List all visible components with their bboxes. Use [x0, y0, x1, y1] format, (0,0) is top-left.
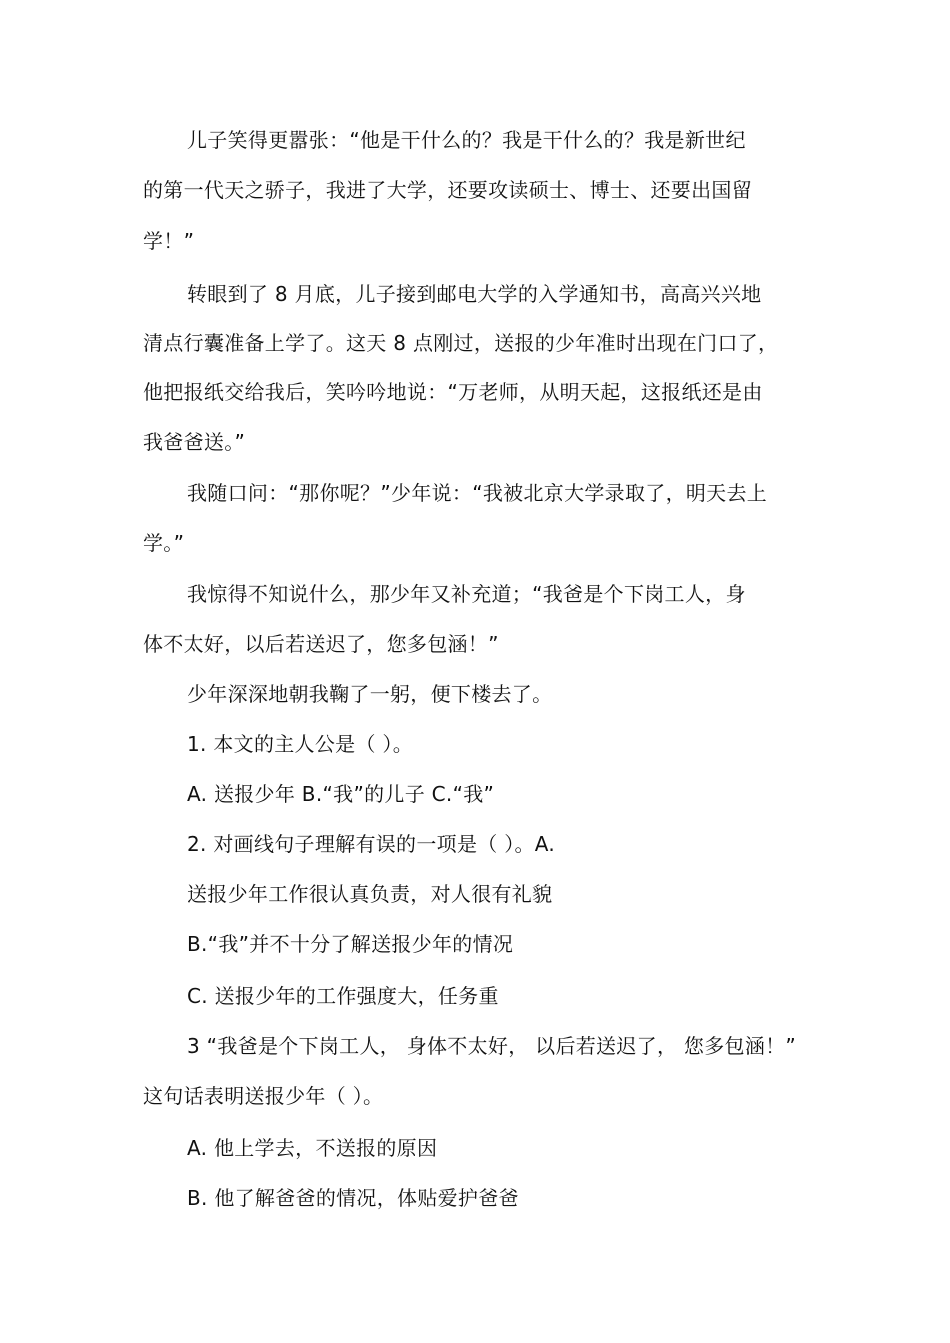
question-2-option-a: 送报少年工作很认真负责，对人很有礼貌 [187, 882, 553, 906]
question-3-stem-line-2: 这句话表明送报少年（ ）。 [143, 1084, 384, 1108]
paragraph-1-line-1: 儿子笑得更嚣张：“他是干什么的？我是干什么的？我是新世纪 [187, 128, 746, 152]
paragraph-3-line-2: 学。” [143, 531, 185, 555]
paragraph-1-line-2: 的第一代天之骄子，我进了大学，还要攻读硕士、博士、还要出国留 [143, 178, 752, 202]
paragraph-4-line-2: 体不太好，以后若送迟了，您多包涵！” [143, 632, 499, 656]
question-2-option-b: B.“我”并不十分了解送报少年的情况 [187, 932, 514, 956]
paragraph-3-line-1: 我随口问：“那你呢？”少年说：“我被北京大学录取了，明天去上 [187, 481, 768, 505]
question-1-options: A. 送报少年 B.“我”的儿子 C.“我” [187, 782, 495, 806]
question-3-stem-line-1: 3 “我爸是个下岗工人， 身体不太好， 以后若送迟了， 您多包涵！” [187, 1034, 797, 1058]
paragraph-5-line-1: 少年深深地朝我鞠了一躬，便下楼去了。 [187, 682, 553, 706]
question-2-stem: 2. 对画线句子理解有误的一项是（ ）。A. [187, 832, 556, 856]
paragraph-4-line-1: 我惊得不知说什么，那少年又补充道；“我爸是个下岗工人，身 [187, 582, 746, 606]
question-2-option-c: C. 送报少年的工作强度大，任务重 [187, 984, 499, 1008]
question-3-option-b: B. 他了解爸爸的情况，体贴爱护爸爸 [187, 1186, 519, 1210]
question-1-stem: 1. 本文的主人公是（ ）。 [187, 732, 413, 756]
paragraph-2-line-2: 清点行囊准备上学了。这天 8 点刚过，送报的少年准时出现在门口了， [143, 331, 779, 355]
question-3-option-a: A. 他上学去，不送报的原因 [187, 1136, 438, 1160]
paragraph-2-line-4: 我爸爸送。” [143, 430, 246, 454]
paragraph-1-line-3: 学！” [143, 229, 195, 253]
paragraph-2-line-1: 转眼到了 8 月底，儿子接到邮电大学的入学通知书，高高兴兴地 [187, 282, 762, 306]
paragraph-2-line-3: 他把报纸交给我后，笑吟吟地说：“万老师，从明天起，这报纸还是由 [143, 380, 763, 404]
